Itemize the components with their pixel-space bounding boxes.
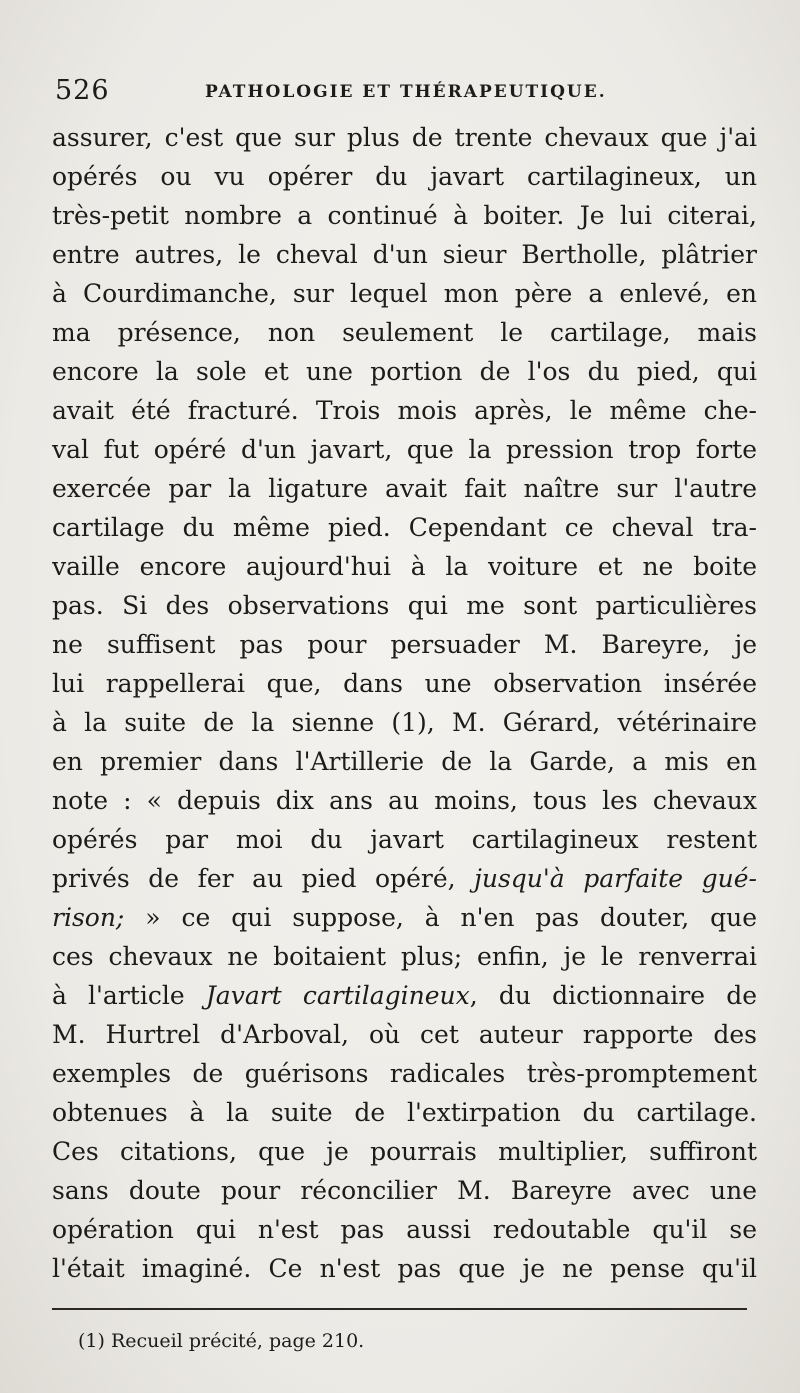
text-line — [52, 820, 757, 859]
text-line — [52, 547, 757, 586]
text-segment: sans doute pour réconcilier M. Bareyre avec une — [52, 1176, 757, 1205]
text-segment: avait été fracturé. Trois mois après, le même che- — [52, 396, 757, 425]
page-header — [55, 75, 755, 115]
text-segment: opérés ou vu opérer du javart cartilagineux, un — [52, 162, 757, 191]
text-line — [52, 1132, 757, 1171]
text-line — [52, 430, 757, 469]
text-segment: » ce qui suppose, à n'en pas douter, que — [124, 903, 757, 932]
text-segment: à Courdimanche, sur lequel mon père a enlevé, en — [52, 279, 757, 308]
text-segment: ma présence, non seulement le cartilage, mais — [52, 318, 757, 347]
text-line — [52, 976, 757, 1015]
text-line — [52, 781, 757, 820]
text-line — [52, 1015, 757, 1054]
text-line — [52, 391, 757, 430]
text-line — [52, 586, 757, 625]
text-segment: ne suffisent pas pour persuader M. Bareyre, je — [52, 630, 757, 659]
text-line — [52, 898, 757, 937]
text-segment: entre autres, le cheval d'un sieur Bertholle, plâtrier — [52, 240, 757, 269]
italic-segment: jusqu'à parfaite gué- — [474, 864, 757, 893]
text-line — [52, 1054, 757, 1093]
text-line — [52, 274, 757, 313]
text-line — [52, 1249, 757, 1288]
text-segment: opérés par moi du javart cartilagineux restent — [52, 825, 757, 854]
text-line — [52, 859, 757, 898]
text-segment: vaille encore aujourd'hui à la voiture et ne boite — [52, 552, 757, 581]
text-segment: exercée par la ligature avait fait naître sur l'autre — [52, 474, 757, 503]
text-line — [52, 625, 757, 664]
text-segment: en premier dans l'Artillerie de la Garde, a mis en — [52, 747, 757, 776]
text-segment: à la suite de la sienne (1), M. Gérard, vétérinaire — [52, 708, 757, 737]
text-segment: cartilage du même pied. Cependant ce cheval tra- — [52, 513, 757, 542]
text-segment: val fut opéré d'un javart, que la pression trop forte — [52, 435, 757, 464]
text-segment: obtenues à la suite de l'extirpation du cartilage. — [52, 1098, 757, 1127]
text-segment: très-petit nombre a continué à boiter. Je lui citerai, — [52, 201, 757, 230]
text-line — [52, 937, 757, 976]
text-line — [52, 508, 757, 547]
text-segment: note : « depuis dix ans au moins, tous les chevaux — [52, 786, 757, 815]
italic-segment: Javart cartilagineux — [205, 981, 470, 1010]
text-line — [52, 1171, 757, 1210]
text-segment: exemples de guérisons radicales très-promptement — [52, 1059, 757, 1088]
text-segment: pas. Si des observations qui me sont particulières — [52, 591, 757, 620]
text-line — [52, 1093, 757, 1132]
text-line — [52, 118, 757, 157]
text-line — [52, 196, 757, 235]
text-segment: , du dictionnaire de — [469, 981, 757, 1010]
text-line — [52, 235, 757, 274]
text-segment: privés de fer au pied opéré, — [52, 864, 475, 893]
text-line — [52, 1210, 757, 1249]
text-segment: M. Hurtrel d'Arboval, où cet auteur rapporte des — [52, 1020, 757, 1049]
text-line — [52, 742, 757, 781]
text-line — [52, 313, 757, 352]
text-line — [52, 469, 757, 508]
footnote-rule — [52, 1308, 747, 1310]
text-line — [52, 664, 757, 703]
body-text — [52, 118, 757, 1288]
text-segment: l'était imaginé. Ce n'est pas que je ne pense qu'il — [52, 1254, 757, 1283]
text-segment: encore la sole et une portion de l'os du pied, qui — [52, 357, 757, 386]
text-segment: lui rappellerai que, dans une observation insérée — [52, 669, 757, 698]
text-segment: ces chevaux ne boitaient plus; enfin, je le renverrai — [52, 942, 757, 971]
running-head: PATHOLOGIE ET THÉRAPEUTIQUE. — [205, 82, 607, 102]
footnote: (1) Recueil précité, page 210. — [78, 1330, 365, 1352]
page-number: 526 — [55, 75, 110, 106]
text-segment: à l'article — [52, 981, 206, 1010]
text-line — [52, 157, 757, 196]
text-segment: opération qui n'est pas aussi redoutable qu'il se — [52, 1215, 757, 1244]
text-segment: assurer, c'est que sur plus de trente chevaux que j'ai — [52, 123, 757, 152]
text-line — [52, 352, 757, 391]
text-segment: Ces citations, que je pourrais multiplier, suffiront — [52, 1137, 757, 1166]
italic-segment: rison; — [52, 903, 125, 932]
text-line — [52, 703, 757, 742]
